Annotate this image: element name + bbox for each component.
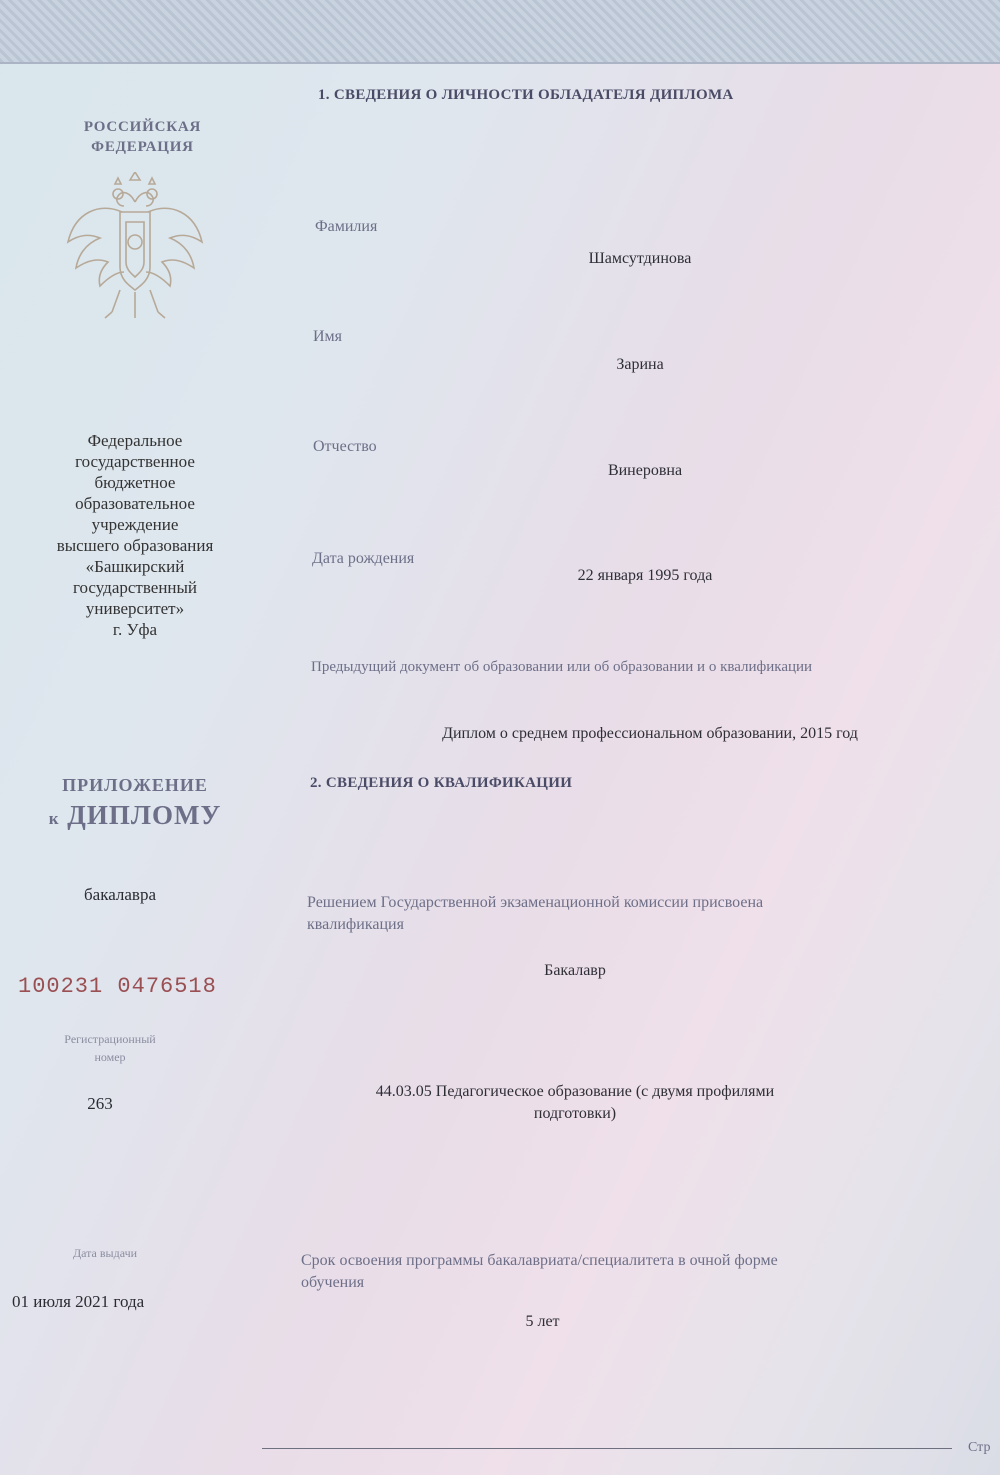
- registration-number: 263: [87, 1094, 113, 1113]
- institution-line: образовательное: [75, 494, 195, 513]
- institution-line: «Башкирский: [85, 557, 185, 576]
- blank-serial-number: 100231 0476518: [18, 974, 217, 999]
- issue-date: 01 июля 2021 года: [12, 1292, 145, 1311]
- diploma-sidebar: [0, 62, 275, 1475]
- name-label: Имя: [313, 328, 343, 345]
- birthdate-label: Дата рождения: [312, 550, 415, 567]
- degree-level: бакалавра: [84, 885, 156, 904]
- program-value: [300, 1081, 850, 1125]
- appendix-prefix: к: [48, 809, 60, 828]
- security-border: [0, 0, 1000, 64]
- institution-line: государственное: [75, 452, 195, 471]
- section-1-heading: 1. СВЕДЕНИЯ О ЛИЧНОСТИ ОБЛАДАТЕЛЯ ДИПЛОМА: [318, 87, 734, 103]
- reg-label-line-2: номер: [94, 1050, 126, 1064]
- country-line-2: ФЕДЕРАЦИЯ: [91, 139, 194, 155]
- reg-label-line-1: Регистрационный: [64, 1032, 156, 1046]
- appendix-word: ДИПЛОМУ: [67, 800, 222, 830]
- double-headed-eagle-icon: [60, 172, 210, 320]
- surname-label: Фамилия: [315, 218, 378, 235]
- previous-document-label: Предыдущий документ об образовании или об образовании и о квалификации: [311, 659, 813, 675]
- institution-line: г. Уфа: [112, 620, 158, 639]
- institution-line: государственный: [72, 578, 198, 597]
- appendix-title: ПРИЛОЖЕНИЕ: [62, 775, 208, 795]
- patronymic-label: Отчество: [313, 438, 377, 455]
- institution-name: [20, 430, 250, 640]
- study-duration-label: [301, 1250, 778, 1294]
- duration-label-line-2: обучения: [301, 1274, 365, 1291]
- institution-line: университет»: [85, 599, 185, 618]
- appendix-subtitle: [20, 800, 250, 831]
- decision-line-1: Решением Государственной экзаменационной комиссии присвоена: [307, 894, 764, 911]
- institution-line: бюджетное: [94, 473, 176, 492]
- section-2-heading: 2. СВЕДЕНИЯ О КВАЛИФИКАЦИИ: [310, 775, 573, 791]
- bottom-divider: [262, 1448, 952, 1449]
- patronymic-value: Винеровна: [607, 462, 683, 479]
- qualification-value: Бакалавр: [544, 962, 606, 979]
- country-title: [55, 117, 230, 157]
- birthdate-value: 22 января 1995 года: [577, 567, 713, 584]
- duration-label-line-1: Срок освоения программы бакалавриата/специалитета в очной форме: [301, 1252, 778, 1269]
- institution-line: высшего образования: [56, 536, 214, 555]
- qualification-decision-label: [307, 892, 763, 936]
- country-line-1: РОССИЙСКАЯ: [83, 119, 202, 135]
- registration-number-label: [40, 1030, 180, 1066]
- study-duration-value: 5 лет: [525, 1313, 560, 1330]
- page-reference: Стр: [968, 1440, 991, 1455]
- program-line-2: подготовки): [533, 1105, 617, 1122]
- issue-date-label: Дата выдачи: [72, 1246, 138, 1260]
- institution-line: Федеральное: [87, 431, 183, 450]
- surname-value: Шамсутдинова: [588, 250, 692, 267]
- previous-document-value: Диплом о среднем профессиональном образовании, 2015 год: [442, 725, 858, 742]
- decision-line-2: квалификация: [307, 916, 404, 933]
- name-value: Зарина: [616, 356, 664, 373]
- program-line-1: 44.03.05 Педагогическое образование (с двумя профилями: [375, 1083, 775, 1100]
- institution-line: учреждение: [91, 515, 179, 534]
